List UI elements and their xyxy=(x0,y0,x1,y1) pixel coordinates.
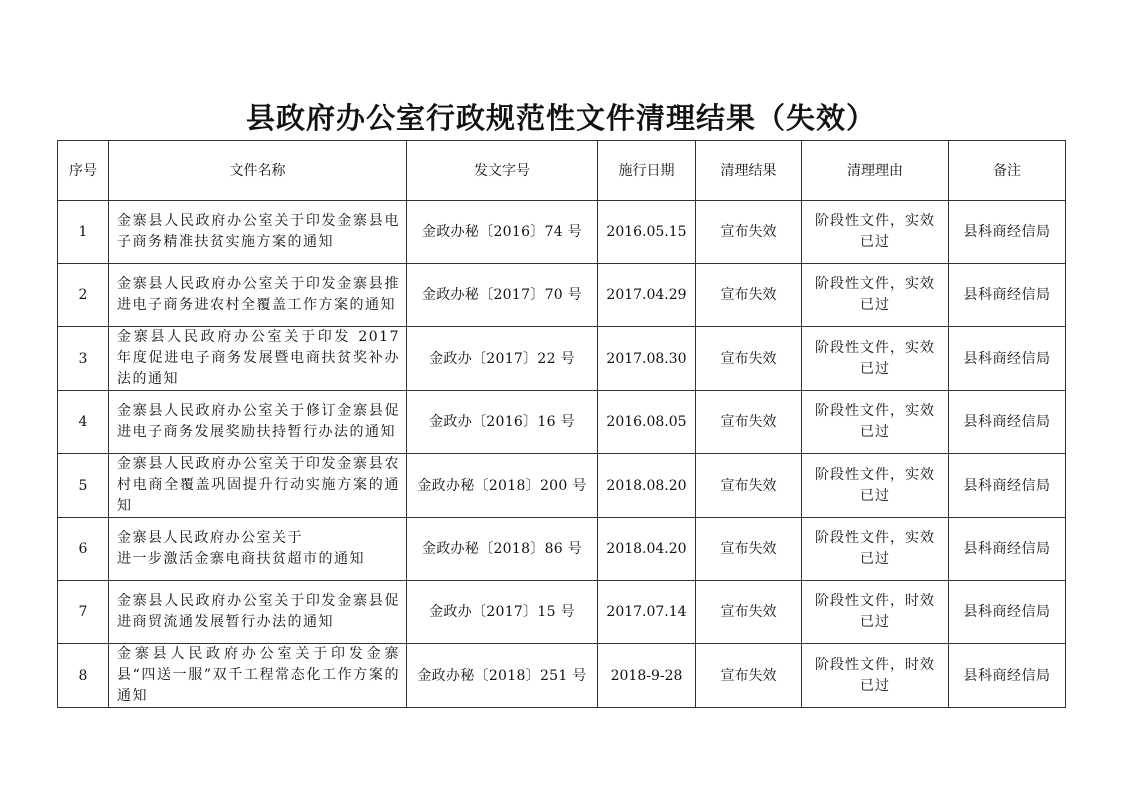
row-doc-no: 金政办〔2016〕16 号 xyxy=(407,391,598,454)
row-date: 2016.08.05 xyxy=(598,391,696,454)
row-note: 县科商经信局 xyxy=(949,518,1066,581)
row-doc-no: 金政办秘〔2018〕251 号 xyxy=(407,644,598,708)
row-file-name: 金寨县人民政府办公室关于印发 2017 年度促进电子商务发展暨电商扶贫奖补办法的通知 xyxy=(109,327,407,391)
row-file-name xyxy=(109,518,407,581)
table-row xyxy=(58,581,1066,644)
row-reason: 阶段性文件，实效已过 xyxy=(802,391,949,454)
header-date: 施行日期 xyxy=(598,141,696,201)
row-reason: 阶段性文件，实效已过 xyxy=(802,454,949,518)
row-seq: 6 xyxy=(58,518,109,581)
row-reason: 阶段性文件，实效已过 xyxy=(802,201,949,264)
table-row xyxy=(58,264,1066,327)
row-seq: 1 xyxy=(58,201,109,264)
row-result: 宣布失效 xyxy=(696,201,802,264)
table-row xyxy=(58,391,1066,454)
table-row xyxy=(58,644,1066,708)
row-seq: 5 xyxy=(58,454,109,518)
row-date: 2018-9-28 xyxy=(598,644,696,708)
row-result: 宣布失效 xyxy=(696,391,802,454)
page-title: 县政府办公室行政规范性文件清理结果（失效） xyxy=(245,101,876,135)
row-seq: 8 xyxy=(58,644,109,708)
row-reason: 阶段性文件，实效已过 xyxy=(802,518,949,581)
row-note: 县科商经信局 xyxy=(949,201,1066,264)
row-file-name: 金寨县人民政府办公室关于印发金寨县推进电子商务进农村全覆盖工作方案的通知 xyxy=(109,264,407,327)
row-file-name-line2: 进一步激活金寨电商扶贫超市的通知 xyxy=(117,551,365,567)
row-date: 2016.05.15 xyxy=(598,201,696,264)
row-file-name-line1: 金寨县人民政府办公室关于 xyxy=(117,530,303,546)
row-date: 2018.08.20 xyxy=(598,454,696,518)
row-file-name: 金寨县人民政府办公室关于修订金寨县促进电子商务发展奖励扶持暂行办法的通知 xyxy=(109,391,407,454)
row-file-name: 金寨县人民政府办公室关于印发金寨县“四送一服”双千工程常态化工作方案的通知 xyxy=(109,644,407,708)
row-date: 2017.04.29 xyxy=(598,264,696,327)
row-doc-no: 金政办秘〔2018〕86 号 xyxy=(407,518,598,581)
cleanup-result-table xyxy=(57,140,1066,708)
row-note: 县科商经信局 xyxy=(949,454,1066,518)
row-result: 宣布失效 xyxy=(696,327,802,391)
table-row xyxy=(58,327,1066,391)
row-seq: 7 xyxy=(58,581,109,644)
row-seq: 3 xyxy=(58,327,109,391)
row-file-name: 金寨县人民政府办公室关于印发金寨县农村电商全覆盖巩固提升行动实施方案的通知 xyxy=(109,454,407,518)
row-result: 宣布失效 xyxy=(696,644,802,708)
header-doc-no: 发文字号 xyxy=(407,141,598,201)
row-doc-no: 金政办〔2017〕22 号 xyxy=(407,327,598,391)
row-reason: 阶段性文件，实效已过 xyxy=(802,264,949,327)
row-reason: 阶段性文件，时效已过 xyxy=(802,581,949,644)
row-date: 2018.04.20 xyxy=(598,518,696,581)
row-reason: 阶段性文件，时效已过 xyxy=(802,644,949,708)
row-doc-no: 金政办秘〔2018〕200 号 xyxy=(407,454,598,518)
row-date: 2017.07.14 xyxy=(598,581,696,644)
header-seq: 序号 xyxy=(58,141,109,201)
table-header-row xyxy=(58,141,1066,201)
row-note: 县科商经信局 xyxy=(949,391,1066,454)
row-doc-no: 金政办〔2017〕15 号 xyxy=(407,581,598,644)
row-note: 县科商经信局 xyxy=(949,264,1066,327)
table-row xyxy=(58,201,1066,264)
table-row xyxy=(58,518,1066,581)
table-row xyxy=(58,454,1066,518)
row-result: 宣布失效 xyxy=(696,581,802,644)
header-reason: 清理理由 xyxy=(802,141,949,201)
row-doc-no: 金政办秘〔2016〕74 号 xyxy=(407,201,598,264)
row-date: 2017.08.30 xyxy=(598,327,696,391)
row-note: 县科商经信局 xyxy=(949,644,1066,708)
row-file-name: 金寨县人民政府办公室关于印发金寨县电子商务精准扶贫实施方案的通知 xyxy=(109,201,407,264)
row-note: 县科商经信局 xyxy=(949,581,1066,644)
row-seq: 4 xyxy=(58,391,109,454)
row-result: 宣布失效 xyxy=(696,454,802,518)
row-seq: 2 xyxy=(58,264,109,327)
row-doc-no: 金政办秘〔2017〕70 号 xyxy=(407,264,598,327)
row-result: 宣布失效 xyxy=(696,264,802,327)
header-note: 备注 xyxy=(949,141,1066,201)
header-name: 文件名称 xyxy=(109,141,407,201)
header-result: 清理结果 xyxy=(696,141,802,201)
row-file-name: 金寨县人民政府办公室关于印发金寨县促进商贸流通发展暂行办法的通知 xyxy=(109,581,407,644)
row-result: 宣布失效 xyxy=(696,518,802,581)
row-note: 县科商经信局 xyxy=(949,327,1066,391)
row-reason: 阶段性文件，实效已过 xyxy=(802,327,949,391)
